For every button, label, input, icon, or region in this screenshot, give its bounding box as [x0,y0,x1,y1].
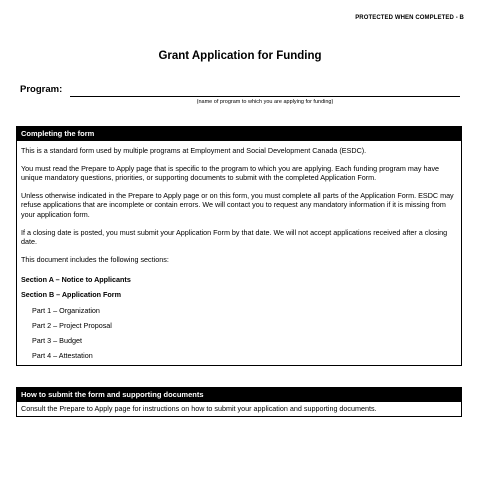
intro-paragraph: This is a standard form used by multiple programs at Employment and Social Development Canada (ESDC). [21,146,367,155]
closing-date-paragraph: If a closing date is posted, you must submit your Application Form by that date. We will not accept applications received after a closing date. [21,227,448,247]
section-b-item: Section B – Application Form [21,290,121,300]
completing-form-box [16,126,462,366]
submit-form-box [16,387,462,417]
completing-form-body [17,141,461,360]
part-1-item: Part 1 – Organization [32,305,100,315]
sections-intro: This document includes the following sections: [21,254,169,264]
prepare-paragraph: You must read the Prepare to Apply page that is specific to the program to which you are applying. Each funding program may have unique mandatory questions, priorities, or supporting documents to submit with the completed Application Form. [21,163,440,183]
part-4-item: Part 4 – Attestation [32,350,93,360]
section-list [21,275,457,360]
page-title: Grant Application for Funding [158,50,322,62]
program-input-line[interactable] [70,96,460,97]
program-hint: (name of program to which you are applying for funding) [196,99,334,105]
section-a-item: Section A – Notice to Applicants [21,275,131,285]
complete-parts-paragraph: Unless otherwise indicated in the Prepare to Apply page or on this form, you must complete all parts of the Application Form. ESDC may refuse applications that are incomplete or contain errors. We will contact you to request any mandatory information if it is missing from your application form. [21,190,454,219]
protected-label: PROTECTED WHEN COMPLETED - B [355,15,464,21]
completing-form-header: Completing the form [17,127,461,141]
submit-instructions: Consult the Prepare to Apply page for instructions on how to submit your application and supporting documents. [21,404,377,413]
program-label: Program: [20,84,63,95]
submit-form-header: How to submit the form and supporting documents [17,388,461,402]
part-2-item: Part 2 – Project Proposal [32,320,112,330]
submit-form-body [17,402,461,414]
part-3-item: Part 3 – Budget [32,335,82,345]
